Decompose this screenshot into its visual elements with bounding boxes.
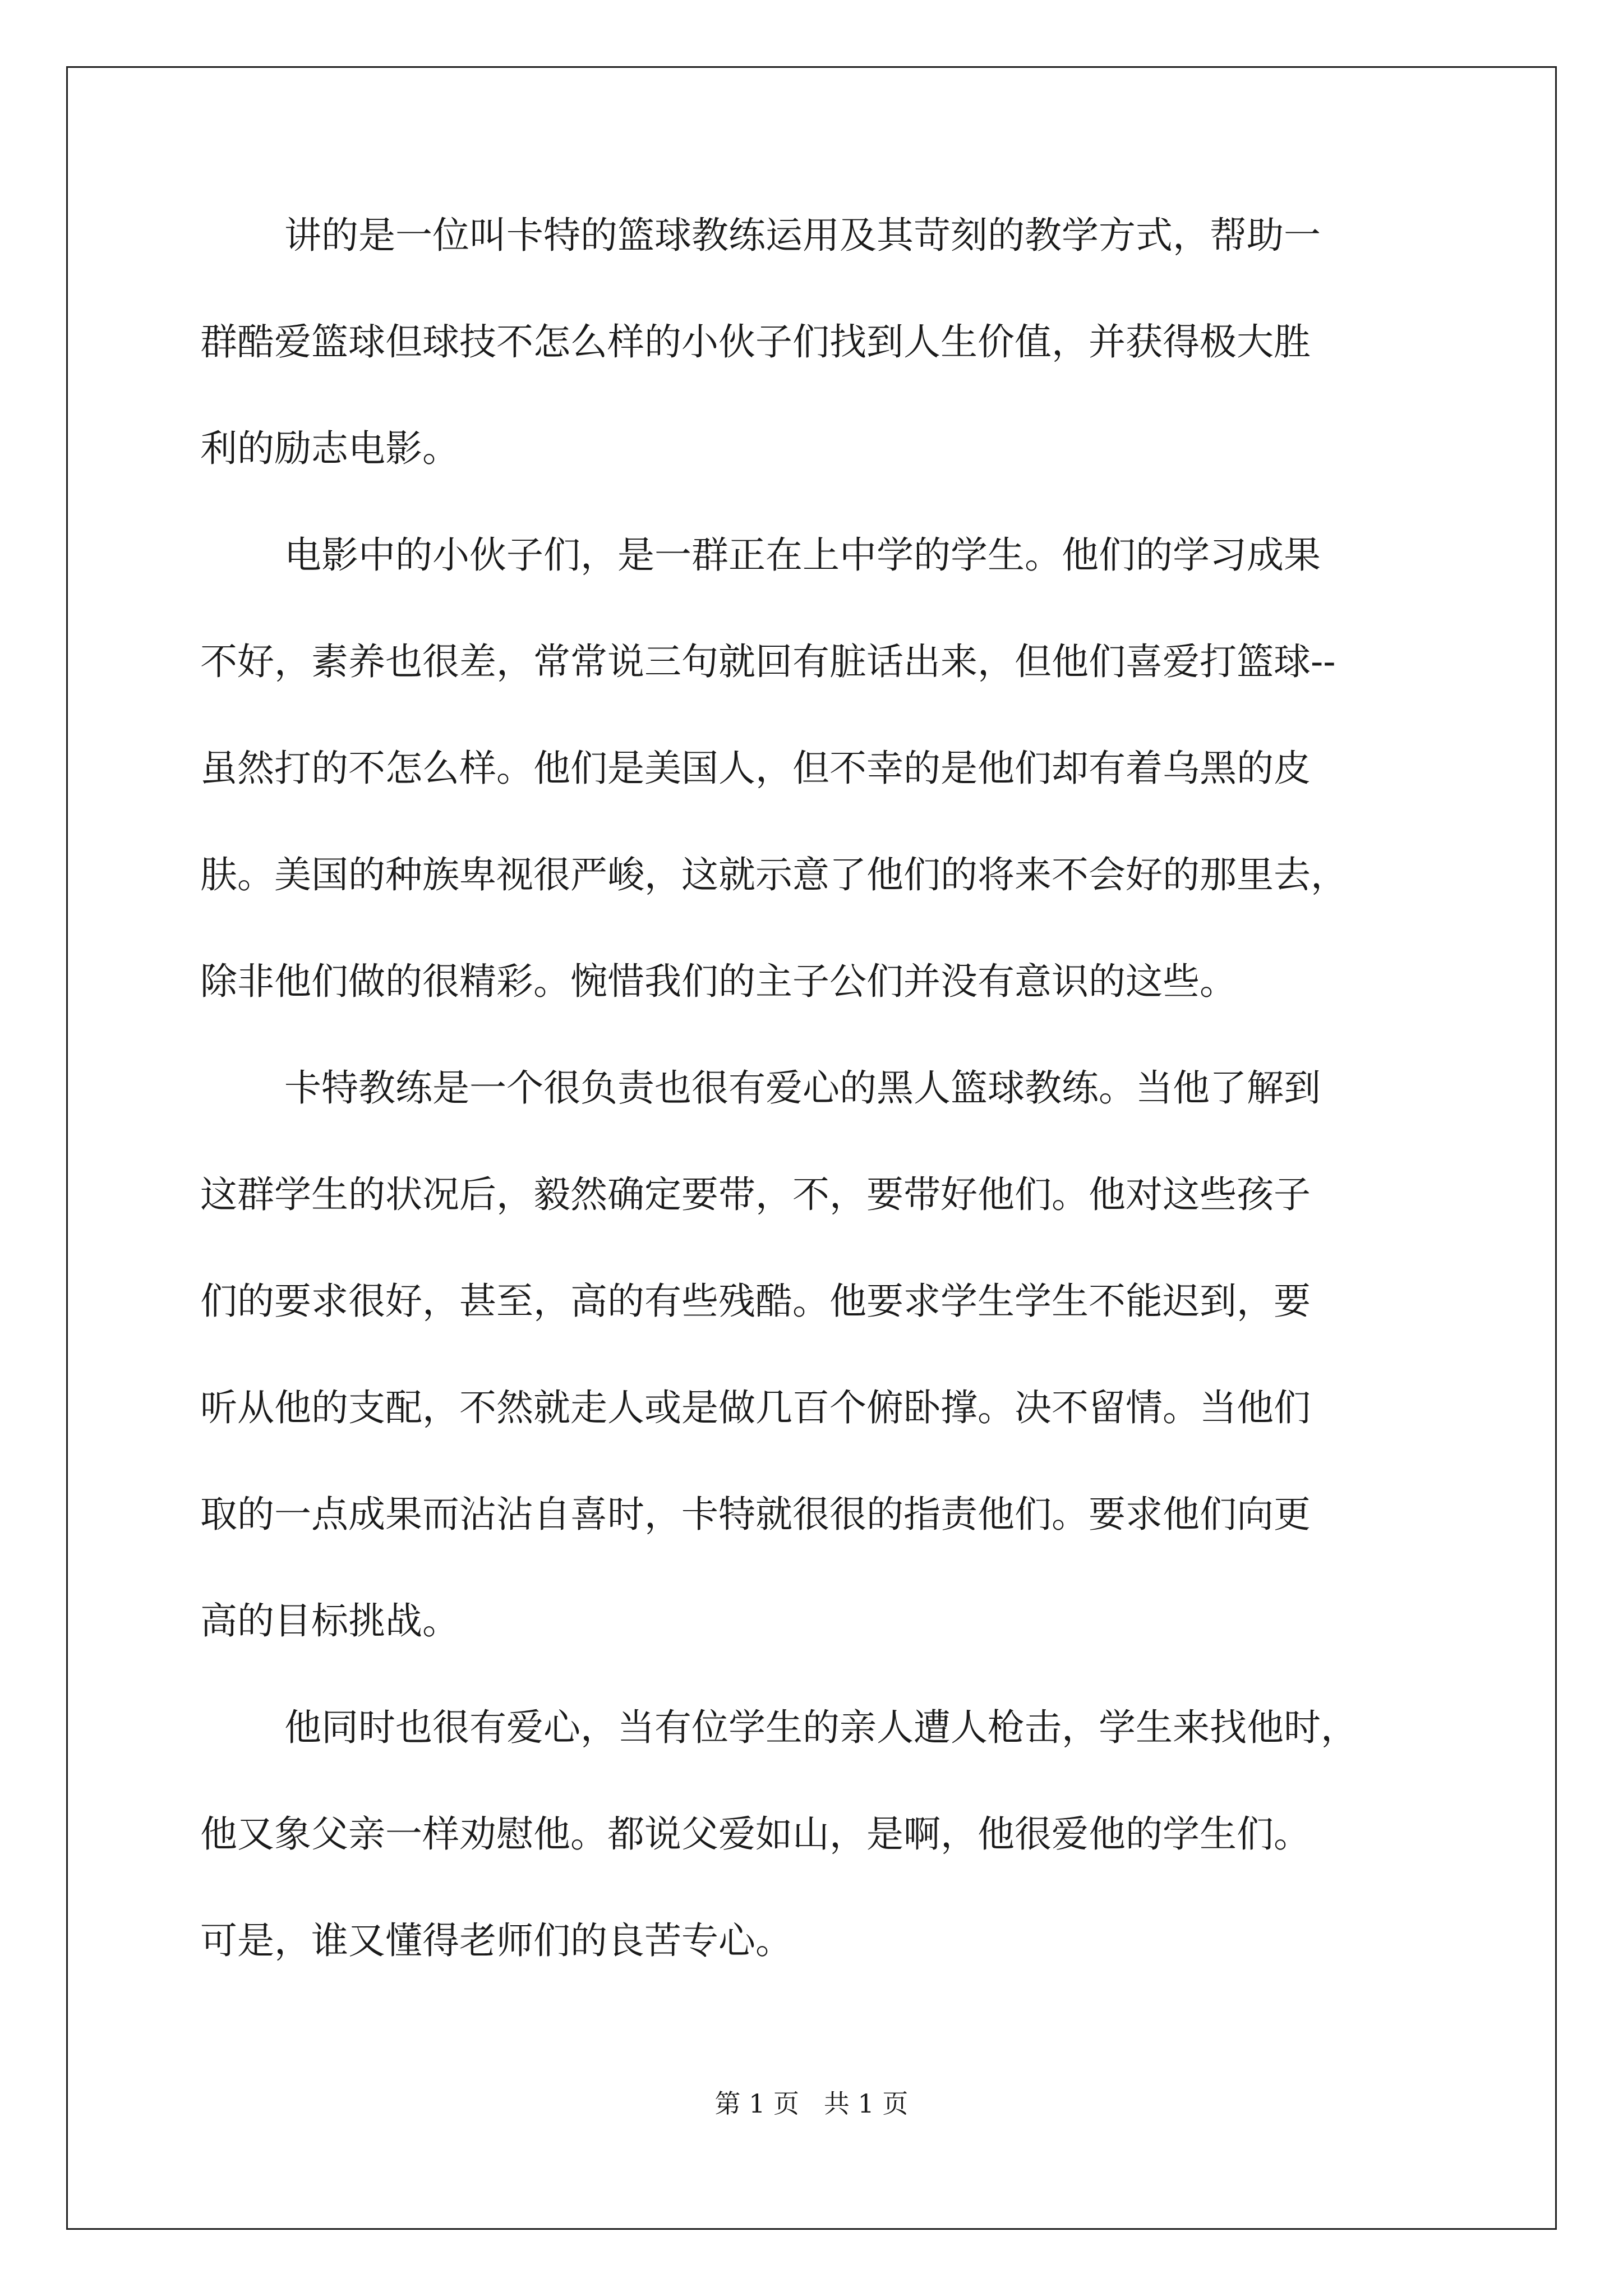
- text-line: 他同时也很有爱心，当有位学生的亲人遭人枪击，学生来找他时，: [284, 1706, 1358, 1749]
- text-line: 除非他们做的很精彩。惋惜我们的主子公们并没有意识的这些。: [200, 960, 1237, 1003]
- document-body: [200, 208, 1426, 2019]
- text-line: 讲的是一位叫卡特的篮球教练运用及其苛刻的教学方式，帮助一: [284, 214, 1321, 257]
- text-line: 高的目标挑战。: [200, 1599, 459, 1642]
- paragraph-3: [200, 1060, 1426, 1700]
- text-line: 电影中的小伙子们，是一群正在上中学的学生。他们的学习成果: [284, 533, 1321, 577]
- text-line: 他又象父亲一样劝慰他。都说父爱如山，是啊，他很爱他的学生们。: [200, 1812, 1311, 1856]
- paragraph-2: [200, 527, 1426, 1060]
- text-line: 肤。美国的种族卑视很严峻，这就示意了他们的将来不会好的那里去，: [200, 853, 1348, 896]
- text-line: 们的要求很好，甚至，高的有些残酷。他要求学生学生不能迟到，要: [200, 1280, 1311, 1323]
- text-line: 群酷爱篮球但球技不怎么样的小伙子们找到人生价值，并获得极大胜: [200, 320, 1311, 364]
- text-line: 利的励志电影。: [200, 427, 459, 470]
- text-line: 可是，谁又懂得老师们的良苦专心。: [200, 1919, 792, 1962]
- page-number-footer: 第 1 页 共 1 页: [714, 2088, 909, 2119]
- text-line: 这群学生的状况后，毅然确定要带，不，要带好他们。他对这些孩子: [200, 1173, 1311, 1216]
- text-line: 听从他的支配，不然就走人或是做几百个俯卧撑。决不留情。当他们: [200, 1386, 1311, 1429]
- text-line: 不好，素养也很差，常常说三句就回有脏话出来，但他们喜爱打篮球--: [200, 640, 1336, 683]
- paragraph-1: [200, 208, 1426, 527]
- text-line: 虽然打的不怎么样。他们是美国人，但不幸的是他们却有着乌黑的皮: [200, 747, 1311, 790]
- text-line: 取的一点成果而沾沾自喜时，卡特就很很的指责他们。要求他们向更: [200, 1493, 1311, 1536]
- paragraph-4: [200, 1700, 1426, 2019]
- text-line: 卡特教练是一个很负责也很有爱心的黑人篮球教练。当他了解到: [284, 1066, 1321, 1110]
